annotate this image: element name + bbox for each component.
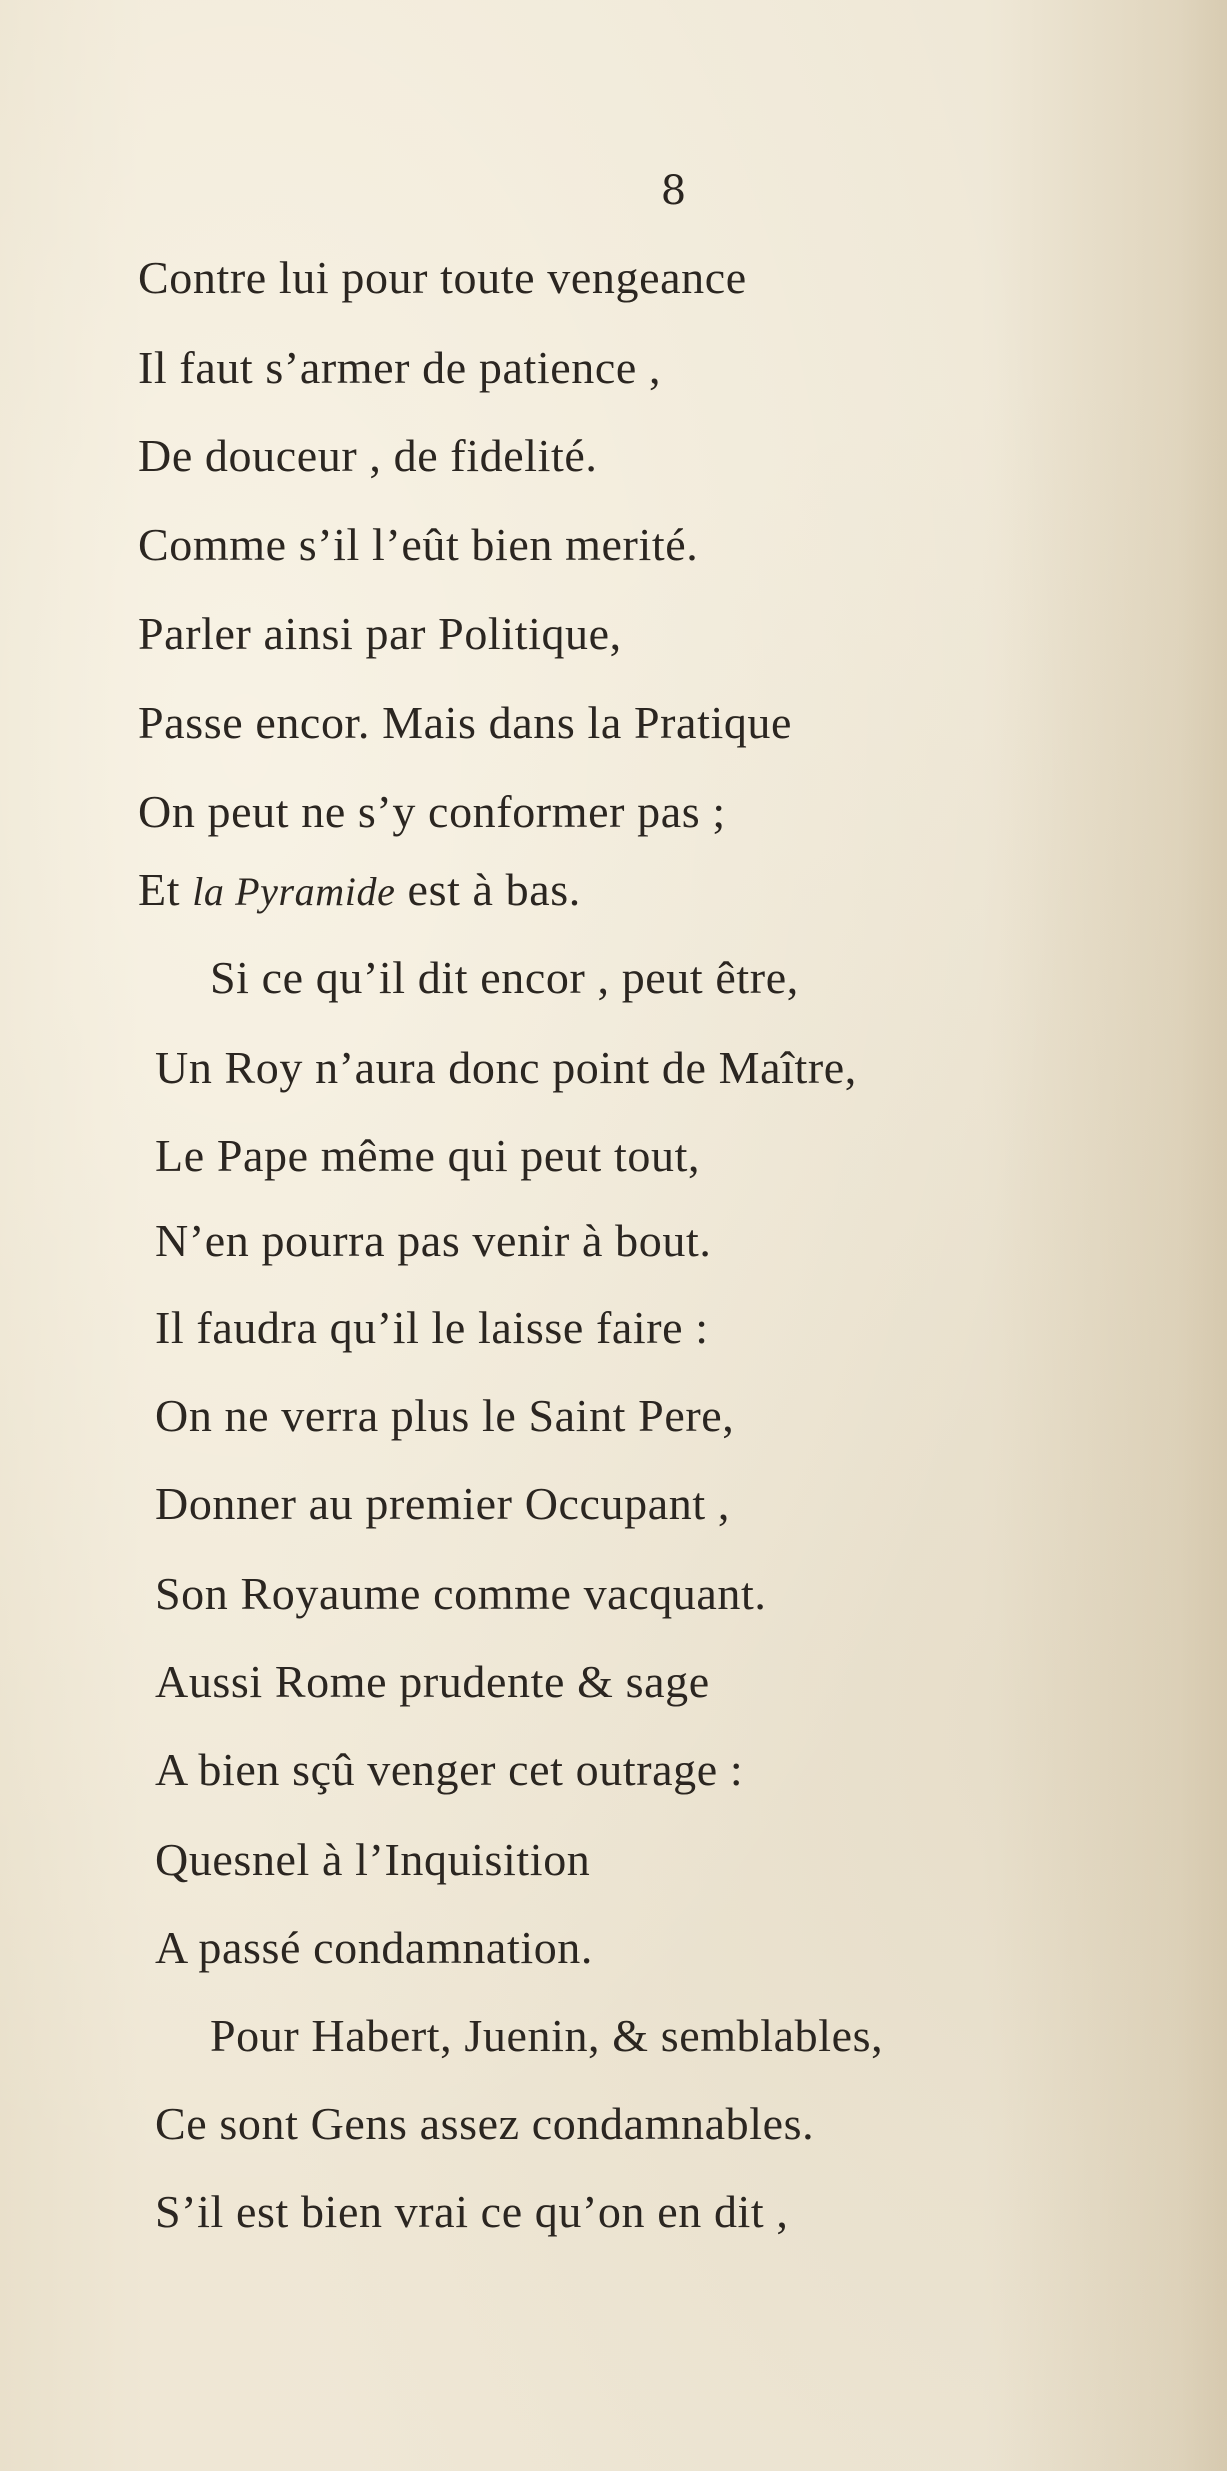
verse-line: Il faudra qu’il le laisse faire : [155,1302,709,1353]
verse-line: Le Pape même qui peut tout, [155,1130,701,1181]
verse-line: S’il est bien vrai ce qu’on en dit , [155,2186,789,2237]
verse-line: Un Roy n’aura donc point de Maître, [155,1042,857,1093]
verse-line: Quesnel à l’Inquisition [155,1834,591,1885]
verse-line [138,862,581,920]
verse-line: Parler ainsi par Politique, [138,608,622,659]
verse-line: On peut ne s’y conformer pas ; [138,786,726,837]
verse-line: Ce sont Gens assez condamnables. [155,2098,815,2149]
verse-line: Passe encor. Mais dans la Pratique [138,697,793,748]
verse-word: Et [138,864,181,915]
verse-line: De douceur , de fidelité. [138,430,598,481]
verse-line: Si ce qu’il dit encor , peut être, [210,952,799,1003]
italic-title: la Pyramide [192,869,396,914]
verse-line: A bien sçû venger cet outrage : [155,1744,744,1795]
verse-line: A passé condamnation. [155,1922,594,1973]
verse-line: Son Royaume comme vacquant. [155,1568,767,1619]
verse-line: On ne verra plus le Saint Pere, [155,1390,735,1441]
verse-line: Comme s’il l’eût bien merité. [138,519,699,570]
verse-line: N’en pourra pas venir à bout. [155,1215,712,1266]
verse-line: Aussi Rome prudente & sage [155,1656,710,1707]
verse-line: Contre lui pour toute vengeance [138,252,747,303]
verse-line: Il faut s’armer de patience , [138,342,662,393]
verse-line: Pour Habert, Juenin, & semblables, [210,2010,884,2061]
verse-line: Donner au premier Occupant , [155,1478,730,1529]
verse-word: est à bas. [407,864,581,915]
page-number: 8 [660,168,687,214]
